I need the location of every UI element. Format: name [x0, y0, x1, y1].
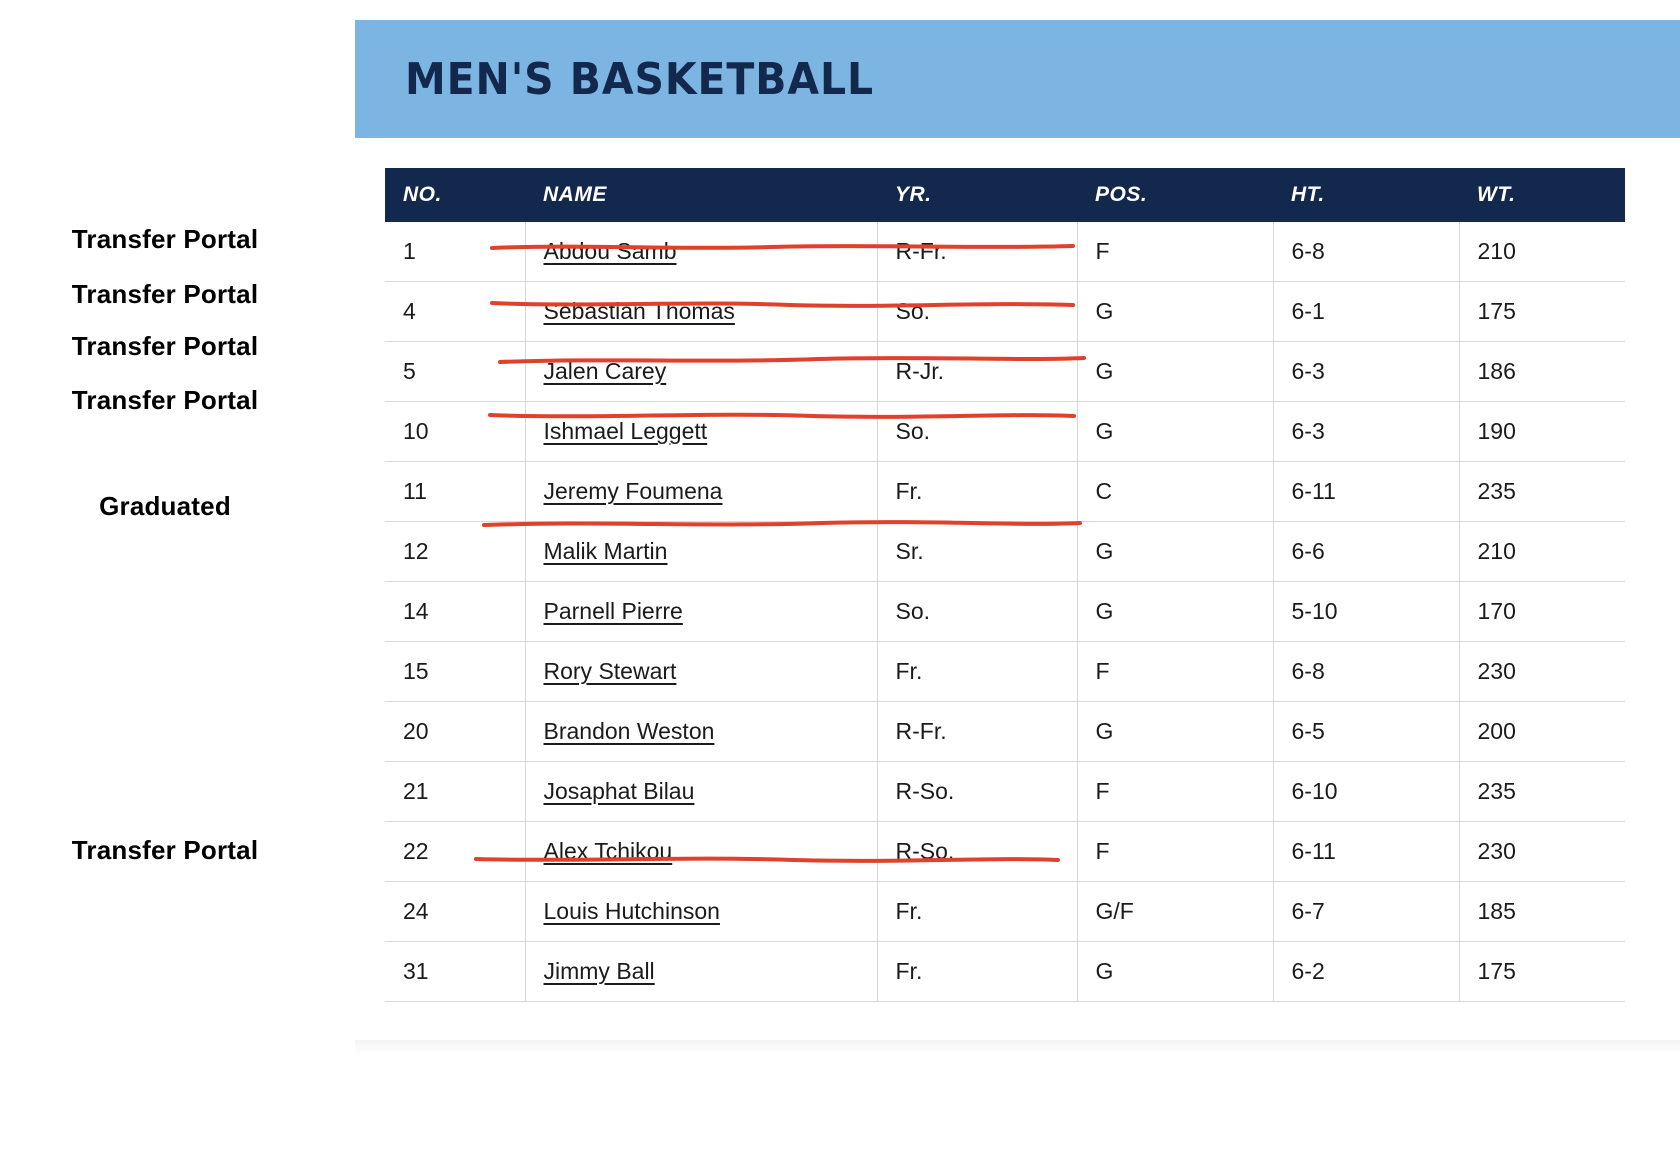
cell-height: 6-3: [1273, 342, 1459, 402]
cell-height: 6-8: [1273, 222, 1459, 282]
cell-height: 6-10: [1273, 762, 1459, 822]
cell-weight: 200: [1459, 702, 1625, 762]
cell-height: 6-1: [1273, 282, 1459, 342]
table-row: [385, 762, 1625, 822]
cell-position: C: [1077, 462, 1273, 522]
cell-weight: 175: [1459, 942, 1625, 1002]
annotation-label: Transfer Portal: [71, 385, 259, 415]
player-name-link[interactable]: Malik Martin: [543, 538, 668, 564]
cell-name: [525, 702, 877, 762]
cell-name: [525, 822, 877, 882]
annotation-column: [0, 0, 350, 1150]
cell-weight: 210: [1459, 222, 1625, 282]
cell-number: 12: [385, 522, 525, 582]
cell-height: 6-3: [1273, 402, 1459, 462]
cell-year: R-Jr.: [877, 342, 1077, 402]
cell-number: 4: [385, 282, 525, 342]
cell-position: G: [1077, 342, 1273, 402]
player-name-link[interactable]: Sebastian Thomas: [543, 298, 735, 324]
table-header-row: [385, 168, 1625, 222]
table-row: [385, 402, 1625, 462]
cell-name: [525, 222, 877, 282]
cell-year: Fr.: [877, 942, 1077, 1002]
cell-height: 6-6: [1273, 522, 1459, 582]
player-name-link[interactable]: Jimmy Ball: [543, 958, 655, 984]
cell-weight: 230: [1459, 642, 1625, 702]
cell-position: G: [1077, 702, 1273, 762]
cell-year: So.: [877, 402, 1077, 462]
annotation-label: Graduated: [99, 491, 231, 521]
column-header-pos[interactable]: POS.: [1077, 168, 1273, 222]
cell-name: [525, 522, 877, 582]
cell-name: [525, 402, 877, 462]
cell-position: F: [1077, 822, 1273, 882]
cell-name: [525, 762, 877, 822]
cell-height: 6-2: [1273, 942, 1459, 1002]
cell-position: G: [1077, 402, 1273, 462]
cell-position: G: [1077, 522, 1273, 582]
cell-position: G: [1077, 582, 1273, 642]
cell-weight: 190: [1459, 402, 1625, 462]
cell-number: 11: [385, 462, 525, 522]
table-row: [385, 942, 1625, 1002]
cell-height: 6-7: [1273, 882, 1459, 942]
player-name-link[interactable]: Abdou Samb: [543, 238, 677, 264]
table-row: [385, 882, 1625, 942]
table-row: [385, 702, 1625, 762]
player-name-link[interactable]: Jalen Carey: [543, 358, 667, 384]
cell-number: 14: [385, 582, 525, 642]
annotation-label: Transfer Portal: [71, 224, 259, 254]
cell-name: [525, 882, 877, 942]
page-bottom-edge: [355, 1040, 1680, 1054]
cell-year: So.: [877, 582, 1077, 642]
cell-year: Sr.: [877, 522, 1077, 582]
cell-year: Fr.: [877, 642, 1077, 702]
cell-height: 6-8: [1273, 642, 1459, 702]
cell-number: 1: [385, 222, 525, 282]
cell-position: G/F: [1077, 882, 1273, 942]
cell-height: 6-11: [1273, 822, 1459, 882]
cell-weight: 170: [1459, 582, 1625, 642]
table-row: [385, 522, 1625, 582]
roster-table-container: [355, 138, 1680, 1002]
cell-position: G: [1077, 282, 1273, 342]
cell-number: 5: [385, 342, 525, 402]
cell-height: 5-10: [1273, 582, 1459, 642]
page-title: MEN'S BASKETBALL: [405, 53, 874, 105]
player-name-link[interactable]: Rory Stewart: [543, 658, 677, 684]
cell-position: F: [1077, 222, 1273, 282]
cell-weight: 235: [1459, 462, 1625, 522]
annotation-label: Transfer Portal: [71, 279, 259, 309]
annotation-label: Transfer Portal: [71, 331, 259, 361]
cell-weight: 210: [1459, 522, 1625, 582]
cell-weight: 235: [1459, 762, 1625, 822]
cell-weight: 185: [1459, 882, 1625, 942]
player-name-link[interactable]: Jeremy Foumena: [543, 478, 723, 504]
table-row: [385, 582, 1625, 642]
roster-table: [385, 168, 1625, 1002]
player-name-link[interactable]: Alex Tchikou: [543, 838, 673, 864]
table-row: [385, 642, 1625, 702]
cell-number: 20: [385, 702, 525, 762]
player-name-link[interactable]: Parnell Pierre: [543, 598, 683, 624]
column-header-yr[interactable]: YR.: [877, 168, 1077, 222]
cell-number: 21: [385, 762, 525, 822]
cell-position: G: [1077, 942, 1273, 1002]
cell-position: F: [1077, 762, 1273, 822]
table-row: [385, 222, 1625, 282]
roster-header-band: [355, 20, 1680, 138]
cell-year: R-Fr.: [877, 702, 1077, 762]
cell-number: 10: [385, 402, 525, 462]
roster-table-head: [385, 168, 1625, 222]
cell-weight: 175: [1459, 282, 1625, 342]
cell-year: R-So.: [877, 762, 1077, 822]
cell-name: [525, 942, 877, 1002]
column-header-no[interactable]: NO.: [385, 168, 525, 222]
table-row: [385, 342, 1625, 402]
column-header-wt[interactable]: WT.: [1459, 168, 1625, 222]
column-header-name[interactable]: NAME: [525, 168, 877, 222]
cell-number: 24: [385, 882, 525, 942]
cell-number: 31: [385, 942, 525, 1002]
table-row: [385, 462, 1625, 522]
cell-name: [525, 642, 877, 702]
cell-number: 22: [385, 822, 525, 882]
cell-height: 6-11: [1273, 462, 1459, 522]
roster-table-body: [385, 222, 1625, 1002]
table-row: [385, 282, 1625, 342]
cell-year: Fr.: [877, 462, 1077, 522]
roster-card: [355, 20, 1680, 1002]
cell-year: R-So.: [877, 822, 1077, 882]
player-name-link[interactable]: Josaphat Bilau: [543, 778, 695, 804]
player-name-link[interactable]: Ishmael Leggett: [543, 418, 708, 444]
cell-number: 15: [385, 642, 525, 702]
table-row: [385, 822, 1625, 882]
cell-name: [525, 582, 877, 642]
cell-weight: 186: [1459, 342, 1625, 402]
cell-year: Fr.: [877, 882, 1077, 942]
cell-name: [525, 282, 877, 342]
cell-year: So.: [877, 282, 1077, 342]
cell-weight: 230: [1459, 822, 1625, 882]
column-header-ht[interactable]: HT.: [1273, 168, 1459, 222]
cell-name: [525, 342, 877, 402]
cell-position: F: [1077, 642, 1273, 702]
cell-name: [525, 462, 877, 522]
player-name-link[interactable]: Louis Hutchinson: [543, 898, 720, 924]
annotation-label: Transfer Portal: [71, 835, 259, 865]
cell-height: 6-5: [1273, 702, 1459, 762]
cell-year: R-Fr.: [877, 222, 1077, 282]
player-name-link[interactable]: Brandon Weston: [543, 718, 715, 744]
